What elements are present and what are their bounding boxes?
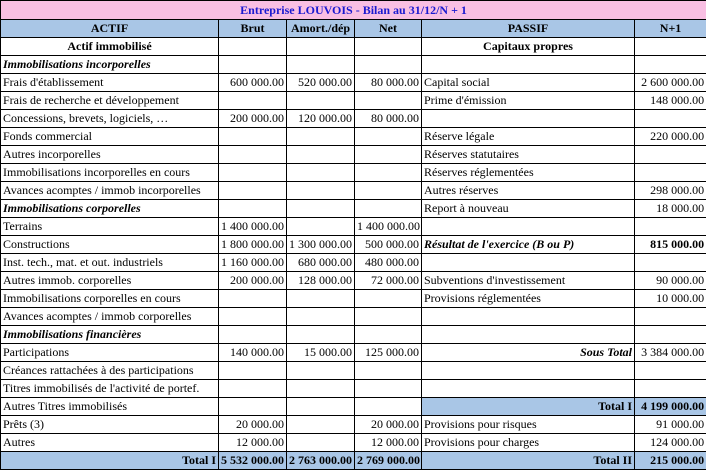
amort-value — [287, 416, 355, 434]
amort-value: 120 000.00 — [287, 110, 355, 128]
amort-value — [287, 326, 355, 344]
actif-label: Actif immobilisé — [1, 38, 219, 56]
net-value — [355, 362, 422, 380]
brut-value: 140 000.00 — [219, 344, 287, 362]
amort-value — [287, 38, 355, 56]
brut-value — [219, 92, 287, 110]
net-value — [355, 164, 422, 182]
n1-value: 10 000.00 — [635, 290, 706, 308]
net-value — [355, 308, 422, 326]
brut-value — [219, 398, 287, 416]
actif-label: Terrains — [1, 218, 219, 236]
brut-value: 12 000.00 — [219, 434, 287, 452]
passif-label: Autres réserves — [422, 182, 635, 200]
table-row — [1, 272, 706, 290]
amort-value — [287, 128, 355, 146]
total-amort: 2 763 000.00 — [287, 452, 355, 470]
brut-value — [219, 290, 287, 308]
amort-value: 1 300 000.00 — [287, 236, 355, 254]
n1-value — [635, 110, 706, 128]
net-value: 125 000.00 — [355, 344, 422, 362]
actif-label: Autres incorporelles — [1, 146, 219, 164]
table-row — [1, 326, 706, 344]
actif-label: Constructions — [1, 236, 219, 254]
net-value — [355, 200, 422, 218]
net-value — [355, 146, 422, 164]
net-value: 20 000.00 — [355, 416, 422, 434]
brut-value — [219, 200, 287, 218]
amort-value: 520 000.00 — [287, 74, 355, 92]
passif-label: Résultat de l'exercice (B ou P) — [422, 236, 635, 254]
table-row — [1, 236, 706, 254]
net-value — [355, 380, 422, 398]
table-row — [1, 38, 706, 56]
brut-value — [219, 38, 287, 56]
brut-value: 1 160 000.00 — [219, 254, 287, 272]
net-value — [355, 290, 422, 308]
n1-value — [635, 164, 706, 182]
net-value — [355, 92, 422, 110]
table-row — [1, 92, 706, 110]
actif-label: Participations — [1, 344, 219, 362]
net-value: 72 000.00 — [355, 272, 422, 290]
amort-value: 15 000.00 — [287, 344, 355, 362]
table-row — [1, 344, 706, 362]
n1-value: 124 000.00 — [635, 434, 706, 452]
table-row — [1, 290, 706, 308]
n1-value — [635, 380, 706, 398]
amort-value — [287, 362, 355, 380]
table-row — [1, 146, 706, 164]
net-value: 80 000.00 — [355, 110, 422, 128]
n1-value — [635, 146, 706, 164]
header-n1: N+1 — [635, 20, 706, 38]
brut-value: 20 000.00 — [219, 416, 287, 434]
passif-label: Réserve légale — [422, 128, 635, 146]
net-value: 480 000.00 — [355, 254, 422, 272]
passif-label: Provisions réglementées — [422, 290, 635, 308]
table-row — [1, 362, 706, 380]
net-value: 80 000.00 — [355, 74, 422, 92]
table-row — [1, 434, 706, 452]
net-value — [355, 38, 422, 56]
table-row — [1, 398, 706, 416]
brut-value — [219, 326, 287, 344]
table-row — [1, 110, 706, 128]
net-value: 12 000.00 — [355, 434, 422, 452]
table-row — [1, 380, 706, 398]
net-value — [355, 326, 422, 344]
table-row — [1, 308, 706, 326]
header-passif: PASSIF — [422, 20, 635, 38]
n1-value: 91 000.00 — [635, 416, 706, 434]
brut-value — [219, 182, 287, 200]
amort-value: 680 000.00 — [287, 254, 355, 272]
passif-label — [422, 308, 635, 326]
actif-label: Avances acomptes / immob incorporelles — [1, 182, 219, 200]
brut-value — [219, 308, 287, 326]
n1-value: 148 000.00 — [635, 92, 706, 110]
n1-value: 18 000.00 — [635, 200, 706, 218]
passif-label: Subventions d'investissement — [422, 272, 635, 290]
header-net: Net — [355, 20, 422, 38]
passif-label — [422, 326, 635, 344]
table-row — [1, 56, 706, 74]
table-row — [1, 416, 706, 434]
net-value — [355, 182, 422, 200]
actif-label: Immobilisations incorporelles — [1, 56, 219, 74]
n1-value: 298 000.00 — [635, 182, 706, 200]
passif-label: Capital social — [422, 74, 635, 92]
passif-label: Capitaux propres — [422, 38, 635, 56]
n1-value: 3 384 000.00 — [635, 344, 706, 362]
passif-label — [422, 362, 635, 380]
header-amort: Amort./dép — [287, 20, 355, 38]
actif-label: Autres Titres immobilisés — [1, 398, 219, 416]
n1-value — [635, 362, 706, 380]
n1-value: 2 600 000.00 — [635, 74, 706, 92]
actif-label: Frais de recherche et développement — [1, 92, 219, 110]
actif-label: Autres immob. corporelles — [1, 272, 219, 290]
amort-value — [287, 398, 355, 416]
amort-value — [287, 164, 355, 182]
net-value: 500 000.00 — [355, 236, 422, 254]
actif-label: Immobilisations corporelles — [1, 200, 219, 218]
amort-value — [287, 290, 355, 308]
amort-value — [287, 308, 355, 326]
amort-value — [287, 182, 355, 200]
n1-value: 90 000.00 — [635, 272, 706, 290]
actif-label: Immobilisations corporelles en cours — [1, 290, 219, 308]
n1-value: 220 000.00 — [635, 128, 706, 146]
passif-label: Report à nouveau — [422, 200, 635, 218]
table-row — [1, 200, 706, 218]
amort-value — [287, 434, 355, 452]
brut-value: 200 000.00 — [219, 110, 287, 128]
passif-label: Réserves statutaires — [422, 146, 635, 164]
brut-value — [219, 128, 287, 146]
passif-label — [422, 218, 635, 236]
table-title: Entreprise LOUVOIS - Bilan au 31/12/N + 1 — [1, 1, 706, 20]
table-row — [1, 218, 706, 236]
brut-value: 1 800 000.00 — [219, 236, 287, 254]
actif-label: Immobilisations financières — [1, 326, 219, 344]
n1-value: 4 199 000.00 — [635, 398, 706, 416]
brut-value: 600 000.00 — [219, 74, 287, 92]
brut-value — [219, 56, 287, 74]
net-value — [355, 56, 422, 74]
amort-value — [287, 92, 355, 110]
passif-label — [422, 56, 635, 74]
table-row — [1, 164, 706, 182]
passif-label: Provisions pour risques — [422, 416, 635, 434]
brut-value — [219, 362, 287, 380]
passif-label — [422, 380, 635, 398]
passif-label: Réserves réglementées — [422, 164, 635, 182]
table-row — [1, 128, 706, 146]
n1-value — [635, 254, 706, 272]
brut-value: 200 000.00 — [219, 272, 287, 290]
actif-label: Immobilisations incorporelles en cours — [1, 164, 219, 182]
passif-label — [422, 110, 635, 128]
actif-label: Autres — [1, 434, 219, 452]
actif-label: Titres immobilisés de l'activité de portef. — [1, 380, 219, 398]
amort-value — [287, 200, 355, 218]
amort-value — [287, 146, 355, 164]
actif-label: Avances acomptes / immob corporelles — [1, 308, 219, 326]
net-value: 1 400 000.00 — [355, 218, 422, 236]
passif-label: Prime d'émission — [422, 92, 635, 110]
actif-label: Concessions, brevets, logiciels, … — [1, 110, 219, 128]
actif-label: Créances rattachées à des participations — [1, 362, 219, 380]
actif-label: Fonds commercial — [1, 128, 219, 146]
n1-value — [635, 308, 706, 326]
brut-value — [219, 146, 287, 164]
actif-label: Frais d'établissement — [1, 74, 219, 92]
passif-label: Total I — [422, 398, 635, 416]
net-value — [355, 128, 422, 146]
header-actif: ACTIF — [1, 20, 219, 38]
brut-value: 1 400 000.00 — [219, 218, 287, 236]
table-row — [1, 254, 706, 272]
actif-label: Inst. tech., mat. et out. industriels — [1, 254, 219, 272]
amort-value: 128 000.00 — [287, 272, 355, 290]
total-brut: 5 532 000.00 — [219, 452, 287, 470]
total-net: 2 769 000.00 — [355, 452, 422, 470]
amort-value — [287, 56, 355, 74]
n1-value — [635, 56, 706, 74]
brut-value — [219, 164, 287, 182]
table-row — [1, 74, 706, 92]
amort-value — [287, 218, 355, 236]
table-row — [1, 182, 706, 200]
total-n1: 215 000.00 — [635, 452, 706, 470]
amort-value — [287, 380, 355, 398]
brut-value — [219, 380, 287, 398]
n1-value — [635, 218, 706, 236]
total-actif-label: Total I — [1, 452, 219, 470]
passif-label: Sous Total — [422, 344, 635, 362]
n1-value — [635, 38, 706, 56]
header-brut: Brut — [219, 20, 287, 38]
passif-label: Provisions pour charges — [422, 434, 635, 452]
net-value — [355, 398, 422, 416]
passif-label — [422, 254, 635, 272]
actif-label: Prêts (3) — [1, 416, 219, 434]
n1-value: 815 000.00 — [635, 236, 706, 254]
n1-value — [635, 326, 706, 344]
total-passif-label: Total II — [422, 452, 635, 470]
